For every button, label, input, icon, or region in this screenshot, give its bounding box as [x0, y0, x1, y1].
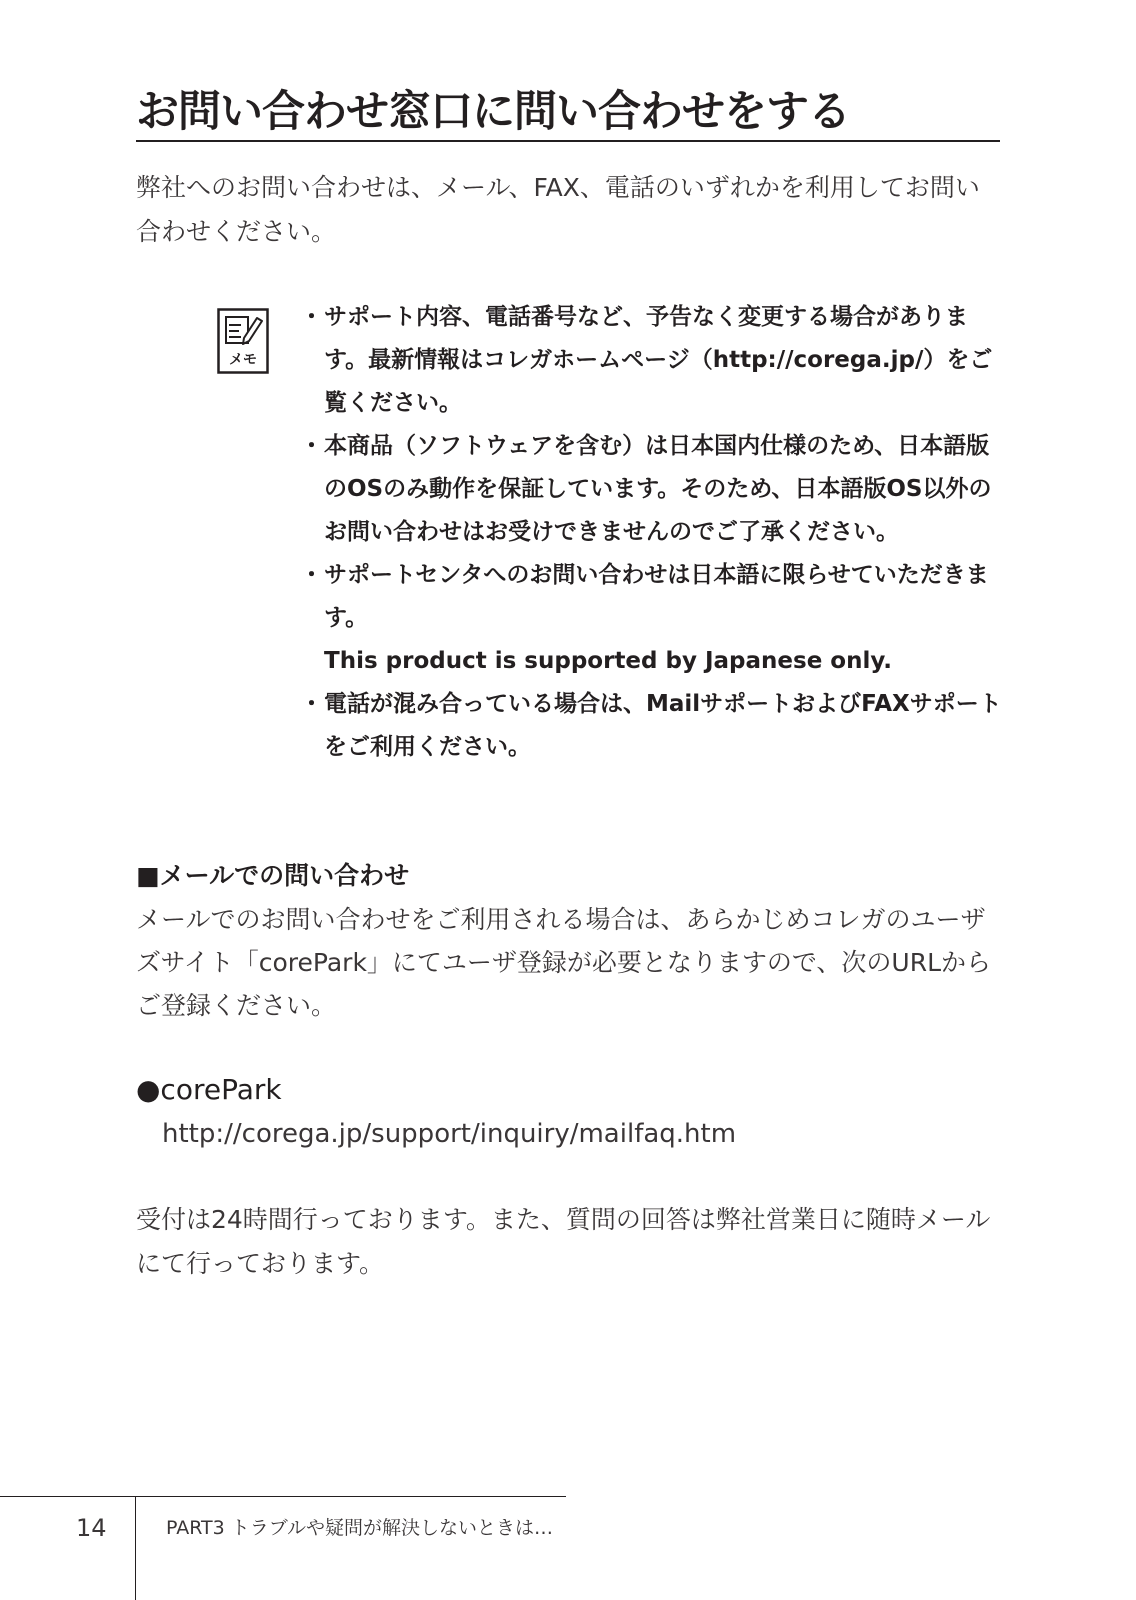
- memo-icon-label: メモ: [229, 352, 257, 368]
- memo-bullet: ・: [300, 691, 323, 717]
- memo-item-text: 本商品（ソフトウェアを含む）は日本国内仕様のため、日本語版のOSのみ動作を保証しています。そのため、日本語版OS以外のお問い合わせはお受けできませんのでご了承ください。: [324, 433, 992, 545]
- memo-item-text: 電話が混み合っている場合は、MailサポートおよびFAXサポートをご利用ください。: [324, 691, 1002, 760]
- footer-divider: [135, 1496, 136, 1600]
- running-footer-title: PART3 トラブルや疑問が解決しないときは…: [166, 1517, 554, 1539]
- memo-item: [300, 554, 1002, 683]
- page-number: 14: [76, 1514, 107, 1542]
- corepark-url: http://corega.jp/support/inquiry/mailfaq.htm: [162, 1119, 737, 1149]
- corepark-heading: ●corePark: [136, 1073, 282, 1106]
- mail-section-body: メールでのお問い合わせをご利用される場合は、あらかじめコレガのユーザズサイト「corePark」にてユーザ登録が必要となりますので、次のURLからご登録ください。: [136, 905, 992, 1020]
- memo-item: [300, 683, 1002, 769]
- page-title: お問い合わせ窓口に問い合わせをする: [136, 87, 850, 137]
- title-underline: [136, 140, 1000, 142]
- memo-icon: [217, 308, 269, 374]
- intro-paragraph: 弊社へのお問い合わせは、メール、FAX、電話のいずれかを利用してお問い合わせください。: [136, 173, 980, 246]
- memo-list: [300, 296, 1002, 769]
- memo-bullet: ・: [300, 304, 323, 330]
- memo-item-english: This product is supported by Japanese only.: [324, 648, 892, 674]
- memo-item: [300, 296, 1002, 425]
- memo-bullet: ・: [300, 562, 323, 588]
- memo-item-text: サポート内容、電話番号など、予告なく変更する場合があります。最新情報はコレガホームページ（http://corega.jp/）をご覧ください。: [324, 304, 993, 416]
- closing-paragraph: 受付は24時間行っております。また、質問の回答は弊社営業日に随時メールにて行っております。: [136, 1205, 991, 1278]
- memo-bullet: ・: [300, 433, 323, 459]
- memo-item-text: サポートセンタへのお問い合わせは日本語に限らせていただきます。: [324, 562, 989, 631]
- footer-rule: [0, 1496, 566, 1497]
- mail-section-heading: ■メールでの問い合わせ: [136, 861, 410, 890]
- memo-item: [300, 425, 1002, 554]
